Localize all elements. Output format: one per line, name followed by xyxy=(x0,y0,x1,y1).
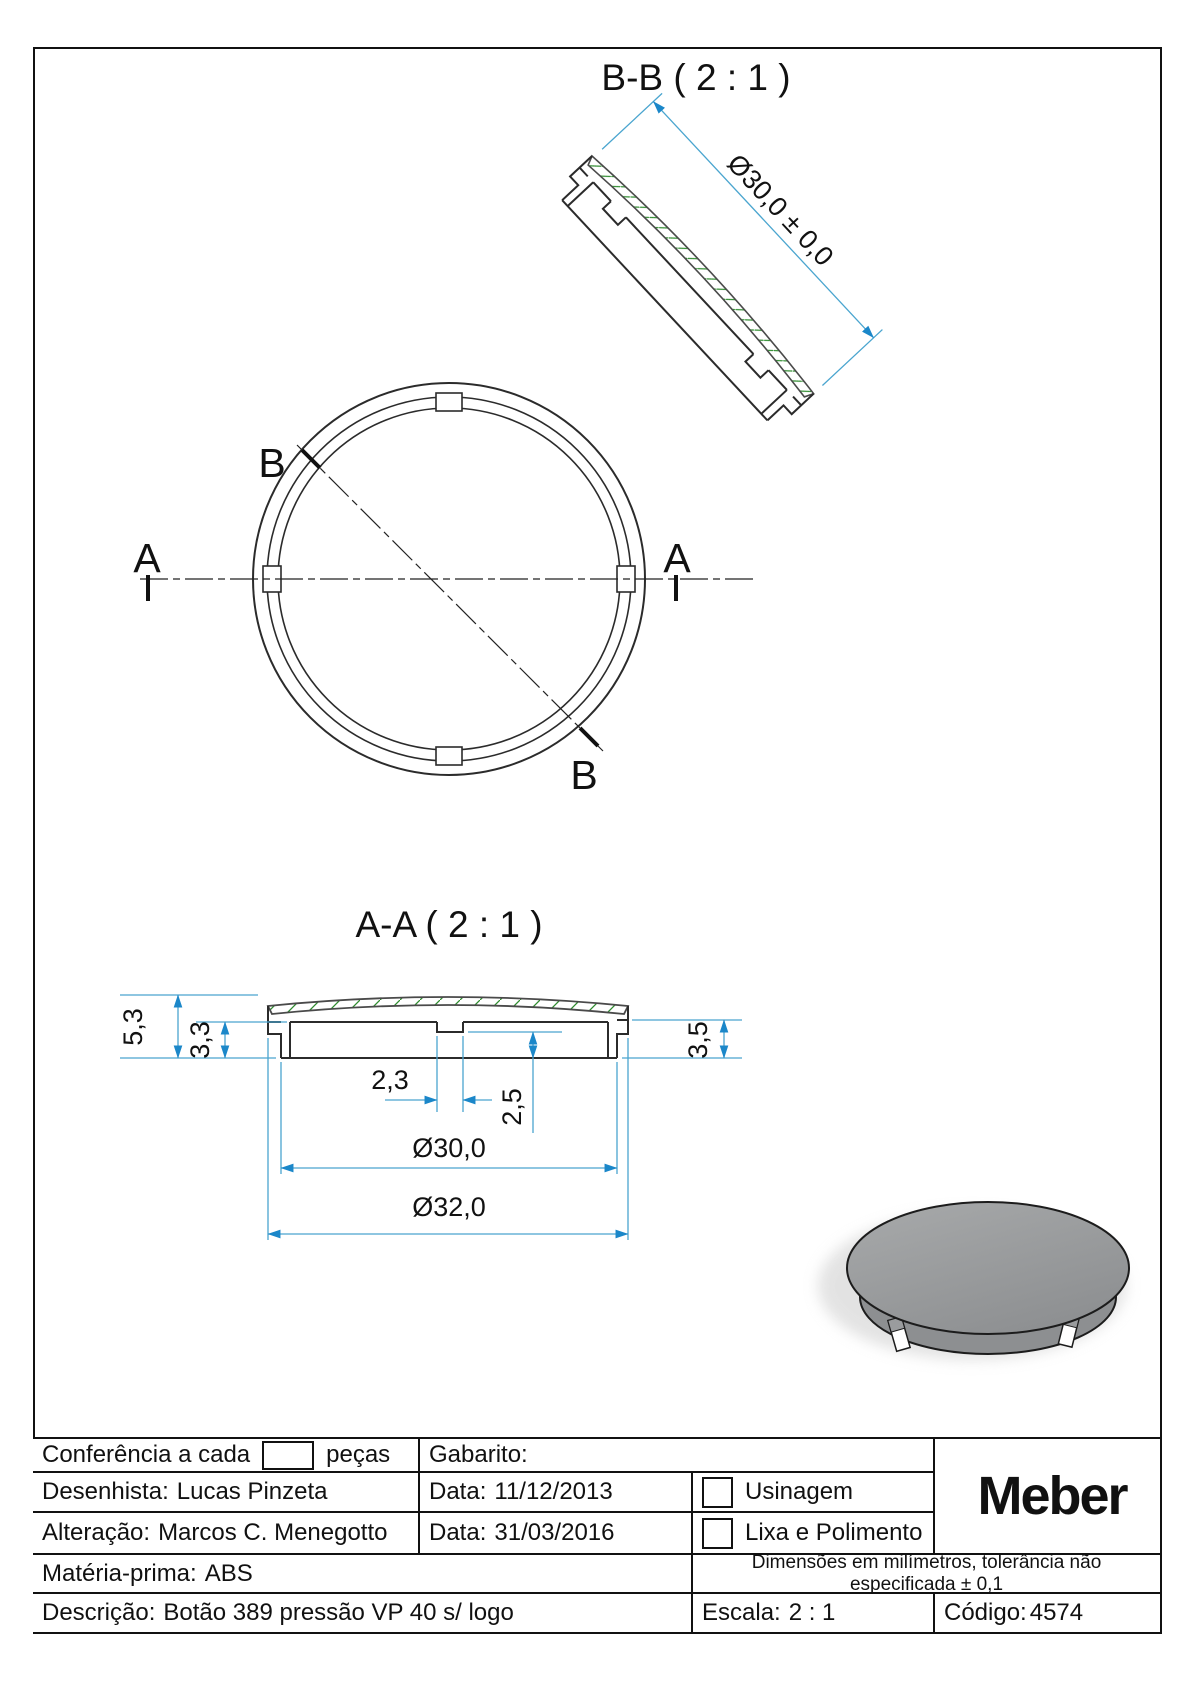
section-aa-view xyxy=(118,904,742,1240)
gabarito-cell xyxy=(420,1437,935,1473)
descricao-value: Botão 389 pressão VP 40 s/ logo xyxy=(163,1599,514,1626)
logo-cell xyxy=(935,1437,1160,1555)
codigo-cell xyxy=(935,1594,1160,1632)
materia-prima-cell xyxy=(33,1555,693,1594)
label-a-left: A xyxy=(133,535,161,581)
usinagem-checkbox xyxy=(702,1477,733,1508)
dim-rib-depth: 2,5 xyxy=(497,1088,527,1126)
usinagem-cell xyxy=(693,1473,935,1513)
dim-total-height: 5,3 xyxy=(118,1008,148,1046)
descricao-cell xyxy=(33,1594,693,1632)
usinagem-label: Usinagem xyxy=(745,1478,854,1505)
dim-rim-height: 3,5 xyxy=(683,1021,713,1059)
data2-cell xyxy=(420,1513,693,1555)
dim-inner-height: 3,3 xyxy=(185,1021,215,1059)
dim-diameter-outer: Ø32,0 xyxy=(412,1192,486,1222)
codigo-value: 4574 xyxy=(1029,1599,1084,1626)
tolerancia-cell xyxy=(693,1551,1160,1595)
desenhista-value: Lucas Pinzeta xyxy=(176,1478,328,1505)
lixa-label: Lixa e Polimento xyxy=(745,1519,923,1546)
conferencia-cell xyxy=(33,1437,420,1473)
section-aa-title: A-A ( 2 : 1 ) xyxy=(355,904,543,945)
desenhista-cell xyxy=(33,1473,420,1513)
dim-rib-width: 2,3 xyxy=(371,1065,409,1095)
materia-value: ABS xyxy=(204,1559,253,1587)
conferencia-suffix: peças xyxy=(326,1441,391,1468)
part-3d-render xyxy=(818,1202,1129,1360)
bb-diameter-dim: Ø30,0 ± 0,0 xyxy=(721,148,840,272)
data2-label: Data: xyxy=(429,1519,487,1546)
meber-logo: Meber xyxy=(977,1466,1127,1526)
label-a-right: A xyxy=(663,535,691,581)
materia-label: Matéria-prima: xyxy=(42,1559,197,1587)
lixa-checkbox xyxy=(702,1518,733,1549)
bb-shell-hatch xyxy=(585,151,819,400)
conferencia-quantity-box xyxy=(262,1441,314,1470)
tolerancia-note: Dimensões em milímetros, tolerância não especificada ± 0,1 xyxy=(751,1551,1102,1595)
label-b-top: B xyxy=(258,440,286,486)
escala-value: 2 : 1 xyxy=(788,1599,836,1626)
conferencia-label: Conferência a cada xyxy=(42,1441,251,1468)
section-bb-view xyxy=(554,57,899,429)
part-top-face xyxy=(847,1202,1129,1334)
descricao-label: Descrição: xyxy=(42,1599,156,1626)
escala-label: Escala: xyxy=(702,1599,781,1626)
dim-diameter-inner: Ø30,0 xyxy=(412,1133,486,1163)
escala-cell xyxy=(693,1594,935,1632)
desenhista-label: Desenhista: xyxy=(42,1478,169,1505)
data2-value: 31/03/2016 xyxy=(494,1519,615,1546)
section-line-bb xyxy=(297,445,603,751)
alteracao-value: Marcos C. Menegotto xyxy=(158,1519,388,1546)
label-b-bottom: B xyxy=(570,752,598,798)
codigo-label: Código: xyxy=(944,1599,1027,1626)
title-block xyxy=(33,1437,1160,1632)
section-bb-title: B-B ( 2 : 1 ) xyxy=(601,57,791,98)
aa-shell-hatch xyxy=(268,997,628,1014)
front-view xyxy=(133,383,758,798)
gabarito-label: Gabarito: xyxy=(429,1441,528,1468)
data1-label: Data: xyxy=(429,1478,487,1505)
data1-value: 11/12/2013 xyxy=(494,1478,613,1505)
data1-cell xyxy=(420,1473,693,1513)
lixa-cell xyxy=(693,1513,935,1555)
alteracao-cell xyxy=(33,1513,420,1555)
aa-profile xyxy=(268,1006,628,1058)
alteracao-label: Alteração: xyxy=(42,1519,151,1546)
